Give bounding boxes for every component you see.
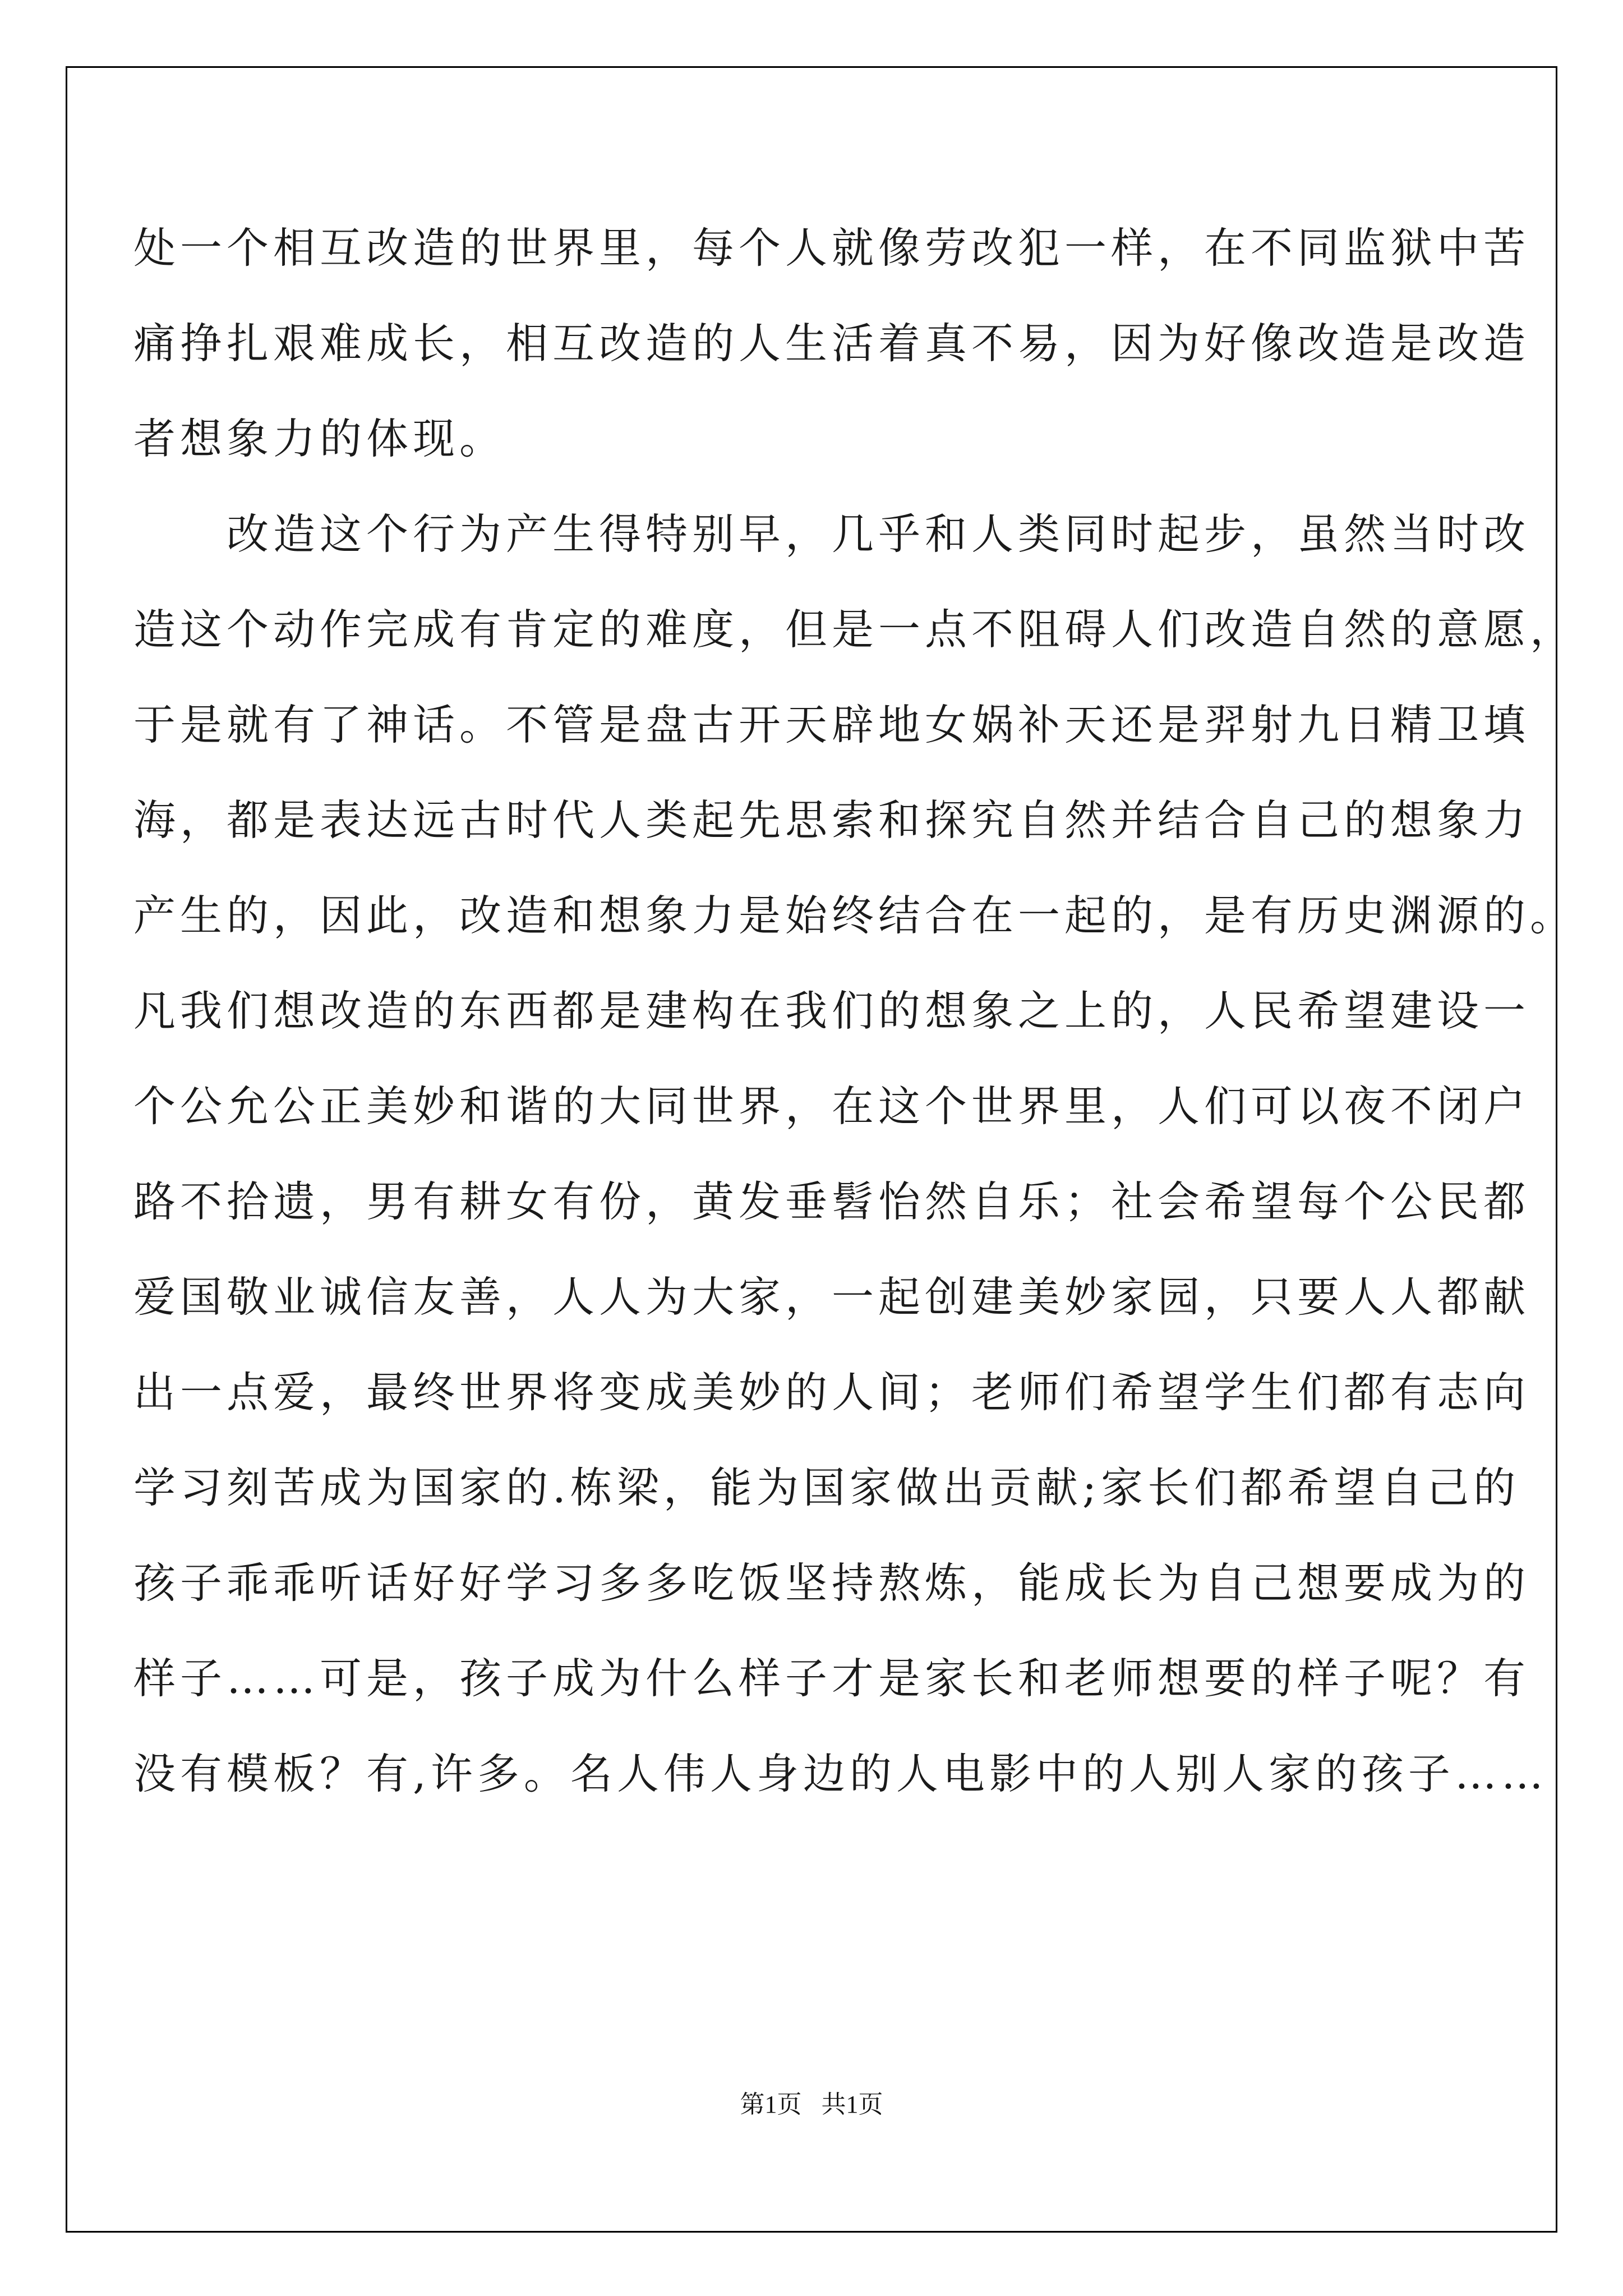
text-line: 出一点爱，最终世界将变成美妙的人间；老师们希望学生们都有志向 xyxy=(133,1368,1530,1417)
text-line: 路不拾遗，男有耕女有份，黄发垂髫怡然自乐；社会希望每个公民都 xyxy=(133,1177,1530,1226)
text-line: 处一个相互改造的世界里，每个人就像劳改犯一样，在不同监狱中苦 xyxy=(133,223,1530,273)
text-line: 于是就有了神话。不管是盘古开天辟地女娲补天还是羿射九日精卫填 xyxy=(133,700,1530,749)
text-line: 样子……可是，孩子成为什么样子才是家长和老师想要的样子呢？有 xyxy=(133,1654,1530,1703)
text-line: 产生的，因此，改造和想象力是始终结合在一起的，是有历史渊源的。 xyxy=(133,891,1577,940)
page-number: 第1页 xyxy=(740,2091,802,2118)
text-line: 造这个动作完成有肯定的难度，但是一点不阻碍人们改造自然的意愿， xyxy=(133,605,1577,654)
text-line: 者想象力的体现。 xyxy=(133,414,506,463)
text-line: 改造这个行为产生得特别早，几乎和人类同时起步，虽然当时改 xyxy=(133,509,1530,559)
page-total: 共1页 xyxy=(821,2091,883,2118)
document-body xyxy=(133,200,1577,1821)
text-line: 海，都是表达远古时代人类起先思索和探究自然并结合自己的想象力 xyxy=(133,795,1530,845)
text-line: 孩子乖乖听话好好学习多多吃饭坚持熬炼，能成长为自己想要成为的 xyxy=(133,1558,1530,1608)
page-footer xyxy=(0,2088,1623,2122)
text-line: 痛挣扎艰难成长，相互改造的人生活着真不易，因为好像改造是改造 xyxy=(133,319,1530,368)
text-line: 学习刻苦成为国家的.栋梁，能为国家做出贡献;家长们都希望自己的 xyxy=(133,1463,1520,1512)
text-line: 凡我们想改造的东西都是建构在我们的想象之上的，人民希望建设一 xyxy=(133,986,1530,1036)
text-line: 没有模板？有,许多。名人伟人身边的人电影中的人别人家的孩子…… xyxy=(133,1749,1548,1798)
text-line: 爱国敬业诚信友善，人人为大家，一起创建美妙家园，只要人人都献 xyxy=(133,1272,1530,1322)
text-line: 个公允公正美妙和谐的大同世界，在这个世界里，人们可以夜不闭户 xyxy=(133,1082,1530,1131)
